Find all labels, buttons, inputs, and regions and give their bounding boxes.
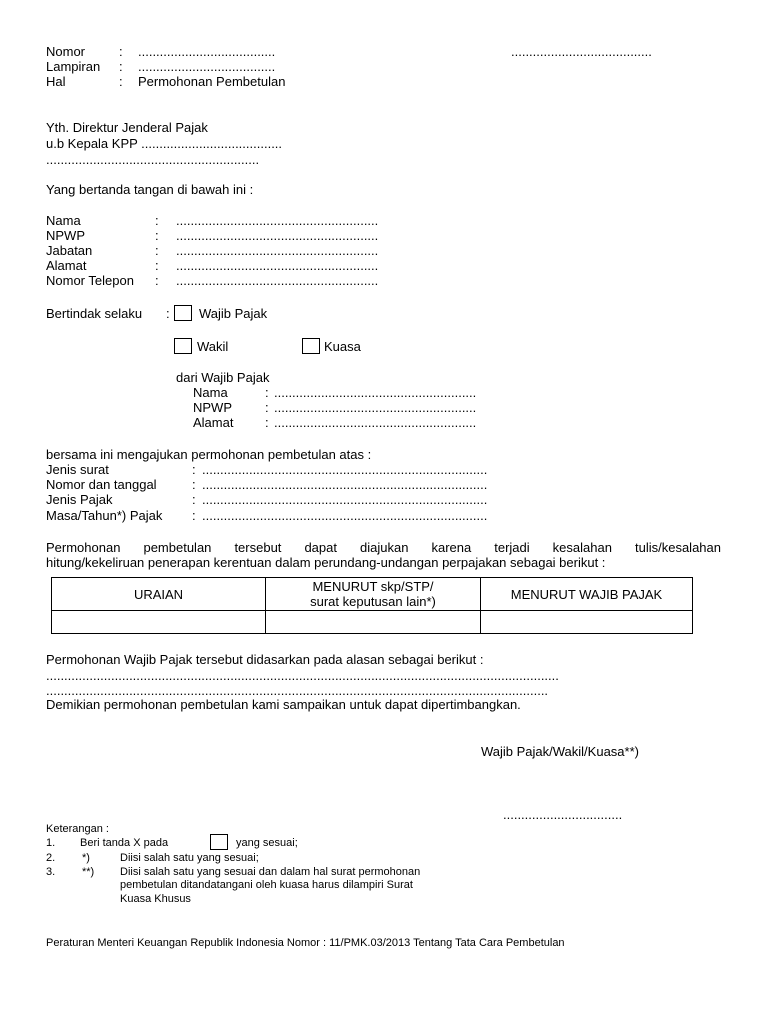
identity-alamat-field[interactable]: ........................................................ [176, 258, 379, 273]
closing-text: Demikian permohonan pembetulan kami sampaikan untuk dapat dipertimbangkan. [46, 697, 521, 712]
identity-jabatan-label: Jabatan [46, 243, 93, 258]
identity-separator: : [155, 258, 159, 273]
kuasa-checkbox[interactable] [302, 338, 320, 354]
identity-telepon-label: Nomor Telepon [46, 273, 134, 288]
request-separator: : [192, 462, 196, 477]
wajib-pajak-option-label: Wajib Pajak [199, 306, 268, 321]
request-separator: : [192, 508, 196, 523]
note-1-text-a: Beri tanda X pada [80, 837, 169, 849]
dari-alamat-label: Alamat [193, 415, 234, 430]
nomor-tanggal-label: Nomor dan tanggal [46, 477, 157, 492]
table-header-uraian: URAIAN [52, 578, 266, 611]
jenis-surat-label: Jenis surat [46, 462, 109, 477]
dari-separator: : [265, 385, 269, 400]
request-separator: : [192, 492, 196, 507]
identity-jabatan-field[interactable]: ........................................................ [176, 243, 379, 258]
nomor-label: Nomor [46, 44, 86, 59]
signature-label: Wajib Pajak/Wakil/Kuasa**) [481, 744, 639, 759]
identity-nama-label: Nama [46, 213, 81, 228]
note-3-number: 3. [46, 866, 56, 878]
addressee-line-3-field[interactable]: ........................................................... [46, 152, 260, 167]
table-header-menurut-skp-line-2: surat keputusan lain*) [310, 594, 436, 609]
nomor-separator: : [119, 44, 123, 59]
jenis-pajak-label: Jenis Pajak [46, 492, 113, 507]
reason-paragraph-line-2: hitung/kekeliruan penerapan kerentuan dalam perundang-undangan perpajakan sebagai berikut : [46, 555, 606, 570]
identity-alamat-label: Alamat [46, 258, 87, 273]
addressee-kpp-field[interactable]: u.b Kepala KPP ....................................... [46, 136, 283, 151]
dari-alamat-field[interactable]: ........................................................ [274, 415, 477, 430]
dari-nama-label: Nama [193, 385, 228, 400]
dari-wajib-pajak-label: dari Wajib Pajak [176, 370, 270, 385]
request-separator: : [192, 477, 196, 492]
identity-nama-field[interactable]: ........................................................ [176, 213, 379, 228]
nomor-field[interactable]: ...................................... [138, 44, 276, 59]
dari-npwp-field[interactable]: ........................................................ [274, 400, 477, 415]
wakil-option-label: Wakil [197, 339, 229, 354]
basis-reason-field-1[interactable]: .............................................................................................................................................. [46, 668, 559, 683]
table-cell-menurut-wajib-pajak[interactable] [481, 611, 693, 634]
hal-value: Permohonan Pembetulan [138, 74, 286, 89]
table-header-menurut-wajib-pajak: MENURUT WAJIB PAJAK [481, 578, 693, 611]
jenis-pajak-field[interactable]: ............................................................................... [202, 492, 488, 507]
note-3-line-3: Kuasa Khusus [120, 893, 191, 905]
notes-title: Keterangan : [46, 823, 109, 835]
footer-regulation: Peraturan Menteri Keuangan Republik Indonesia Nomor : 11/PMK.03/2013 Tentang Tata Cara Pembetulan [46, 937, 565, 949]
table-cell-uraian[interactable] [52, 611, 266, 634]
table-header-menurut-skp [266, 578, 481, 611]
dari-separator: : [265, 400, 269, 415]
identity-separator: : [155, 213, 159, 228]
acting-as-label: Bertindak selaku [46, 306, 143, 321]
addressee-line-1: Yth. Direktur Jenderal Pajak [46, 120, 208, 135]
wakil-checkbox[interactable] [174, 338, 192, 354]
identity-npwp-label: NPWP [46, 228, 85, 243]
masa-tahun-field[interactable]: ............................................................................... [202, 508, 488, 523]
note-3-line-2: pembetulan ditandatangani oleh kuasa harus dilampiri Surat [120, 879, 413, 891]
wajib-pajak-checkbox[interactable] [174, 305, 192, 321]
hal-separator: : [119, 74, 123, 89]
lampiran-field[interactable]: ...................................... [138, 59, 276, 74]
note-2-number: 2. [46, 852, 56, 864]
identity-telepon-field[interactable]: ........................................................ [176, 273, 379, 288]
request-intro: bersama ini mengajukan permohonan pembetulan atas : [46, 447, 372, 462]
lampiran-label: Lampiran [46, 59, 101, 74]
lampiran-separator: : [119, 59, 123, 74]
note-3-line-1: Diisi salah satu yang sesuai dan dalam hal surat permohonan [120, 866, 421, 878]
nomor-tanggal-field[interactable]: ............................................................................... [202, 477, 488, 492]
reason-paragraph-line-1: Permohonan pembetulan tersebut dapat diajukan karena terjadi kesalahan tulis/kesalahan [46, 540, 721, 555]
basis-reason-field-2[interactable]: ........................................................................................................................................... [46, 683, 549, 698]
intro-text: Yang bertanda tangan di bawah ini : [46, 182, 254, 197]
identity-npwp-field[interactable]: ........................................................ [176, 228, 379, 243]
note-3-mark: **) [82, 866, 95, 878]
dari-nama-field[interactable]: ........................................................ [274, 385, 477, 400]
basis-intro: Permohonan Wajib Pajak tersebut didasarkan pada alasan sebagai berikut : [46, 652, 484, 667]
dari-npwp-label: NPWP [193, 400, 232, 415]
note-2-text: Diisi salah satu yang sesuai; [120, 852, 259, 864]
identity-separator: : [155, 273, 159, 288]
table-cell-menurut-skp[interactable] [266, 611, 481, 634]
jenis-surat-field[interactable]: ............................................................................... [202, 462, 488, 477]
masa-tahun-label: Masa/Tahun*) Pajak [46, 508, 163, 523]
note-1-number: 1. [46, 837, 56, 849]
date-field[interactable]: ....................................... [511, 44, 652, 59]
note-checkbox-sample [210, 834, 228, 850]
identity-separator: : [155, 243, 159, 258]
note-1-text-b: yang sesuai; [236, 837, 298, 849]
kuasa-option-label: Kuasa [324, 339, 361, 354]
identity-separator: : [155, 228, 159, 243]
signature-line[interactable]: ................................. [503, 807, 623, 822]
note-2-mark: *) [82, 852, 90, 864]
correction-table [51, 577, 693, 634]
hal-label: Hal [46, 74, 66, 89]
table-header-menurut-skp-line-1: MENURUT skp/STP/ [312, 579, 434, 594]
dari-separator: : [265, 415, 269, 430]
acting-as-separator: : [166, 306, 170, 321]
